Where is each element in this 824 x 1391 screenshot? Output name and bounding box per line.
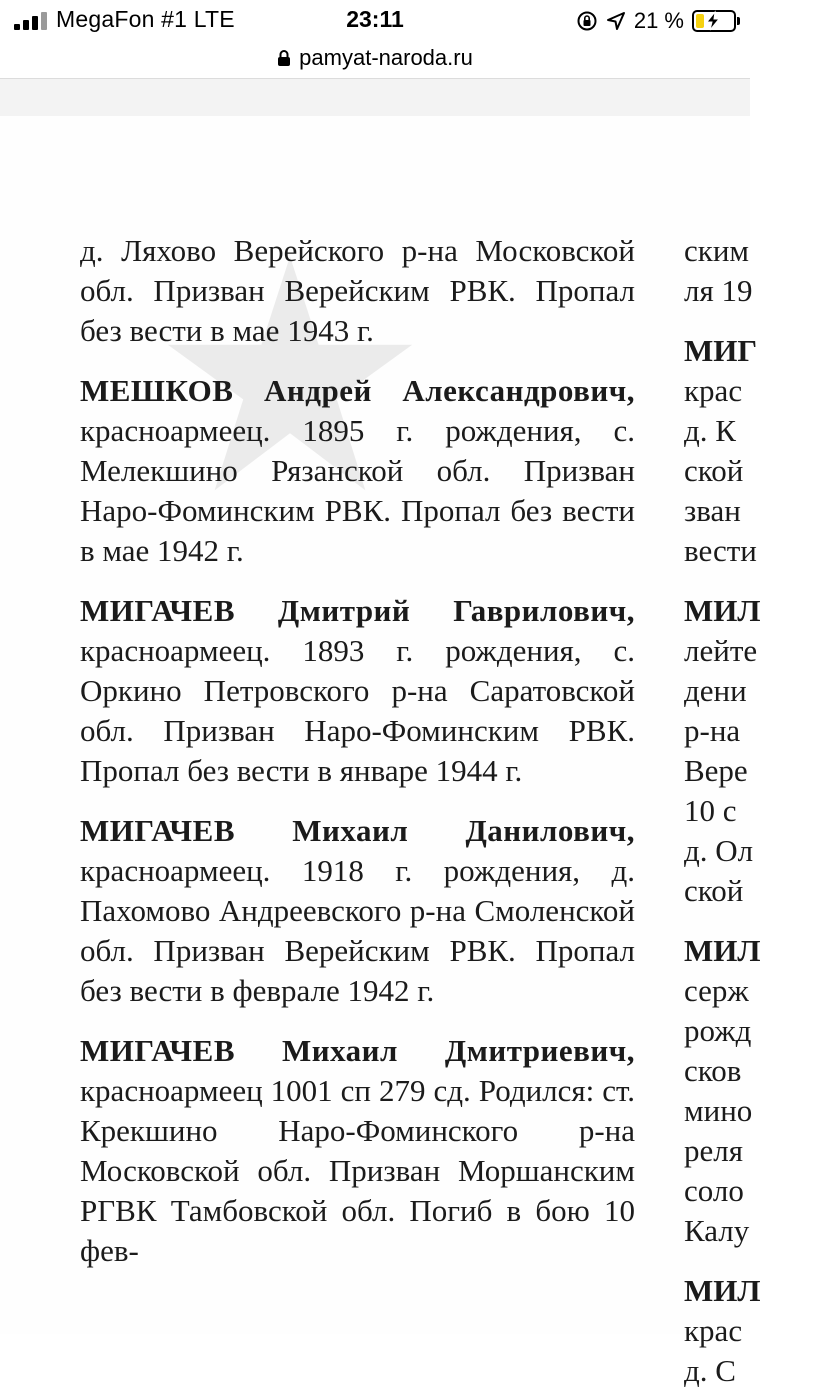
right-column-fragment: соло [684,1173,744,1208]
browser-toolbar-strip [0,78,750,117]
right-column-fragment: 10 с [684,793,737,828]
record-entry [80,371,635,571]
left-column [80,231,635,1291]
right-column-fragment: реля [684,1133,743,1168]
paragraph-gap [684,1251,824,1271]
right-column-fragment: рожд [684,1013,752,1048]
record-name: МИГАЧЕВ Михаил Данилович, [80,813,635,848]
charging-bolt-icon [704,11,722,31]
paragraph-gap [684,911,824,931]
paragraph-gap [684,571,824,591]
right-column-fragment: мино [684,1093,753,1128]
right-column-fragment: ля 19 [684,273,753,308]
record-name: МЕШКОВ Андрей Александрович, [80,373,635,408]
right-column-fragment: д. К [684,413,736,448]
document-page [0,116,761,1388]
battery-percent: 21 % [633,8,684,33]
right-column-fragment: МИГ [684,333,758,368]
record-text: красноармеец. 1918 г. рождения, д. Пахомово Андреевского р-на Смоленской обл. Призван Верейским РВК. Пропал без вести в феврале 1942 г. [80,853,635,1008]
record-text: красноармеец. 1893 г. рождения, с. Оркино Петровского р-на Саратовской обл. Призван Наро-Фоминским РВК. Пропал без вести в январе 1944 г. [80,633,635,788]
record-name: МИГАЧЕВ Михаил Дмитриевич, [80,1033,635,1068]
right-column-fragment: дени [684,673,747,708]
right-column-fragment: Вере [684,753,748,788]
right-column-fragment: МИЛ [684,933,761,968]
right-column-fragment: вести [684,533,757,568]
record-text: красноармеец. 1895 г. рождения, с. Мелекшино Рязанской обл. Призван Наро-Фоминским РВК. Пропал без вести в мае 1942 г. [80,413,635,568]
address-bar[interactable] [0,40,750,76]
record-entry [80,591,635,791]
lock-icon [277,49,291,67]
right-column-fragment: лейте [684,633,758,668]
right-column-fragment: р-на [684,713,741,748]
paragraph-gap [684,311,824,331]
record-entry [80,811,635,1011]
right-column-fragment: д. С [684,1353,736,1388]
status-bar [0,0,750,42]
url-text[interactable]: pamyat-naroda.ru [299,45,473,70]
carrier-label: MegaFon #1 LTE [56,6,235,32]
rotation-lock-icon [576,10,598,32]
record-entry [80,1031,635,1271]
right-column-fragment: ским [684,233,750,268]
right-column-fragment: д. Ол [684,833,754,868]
right-column-fragment: МИЛ [684,1273,761,1308]
record-text: д. Ляхово Верейского р-на Московской обл. Призван Верейским РВК. Пропал без вести в мае 1943 г. [80,233,635,348]
status-icons [576,6,736,36]
right-column-fragment: сков [684,1053,742,1088]
record-name: МИГАЧЕВ Дмитрий Гаврилович, [80,593,635,628]
record-entry [80,231,635,351]
right-column-fragment: Калу [684,1213,750,1248]
location-arrow-icon [606,11,626,31]
record-text: красноармеец 1001 сп 279 сд. Родился: ст. Крекшино Наро-Фоминского р-на Московской обл. Призван Моршанским РГВК Тамбовской обл. Погиб в бою 10 фев- [80,1073,635,1268]
right-column-fragment: МИЛ [684,593,761,628]
right-column-fragment: ской [684,453,744,488]
battery-icon [692,10,736,32]
battery-level [696,14,704,28]
right-column-fragment: крас [684,373,743,408]
right-column [684,231,824,1391]
right-column-fragment: зван [684,493,741,528]
clock: 23:11 [346,6,404,32]
right-column-fragment: серж [684,973,749,1008]
right-column-fragment: крас [684,1313,743,1348]
right-column-fragment: ской [684,873,744,908]
